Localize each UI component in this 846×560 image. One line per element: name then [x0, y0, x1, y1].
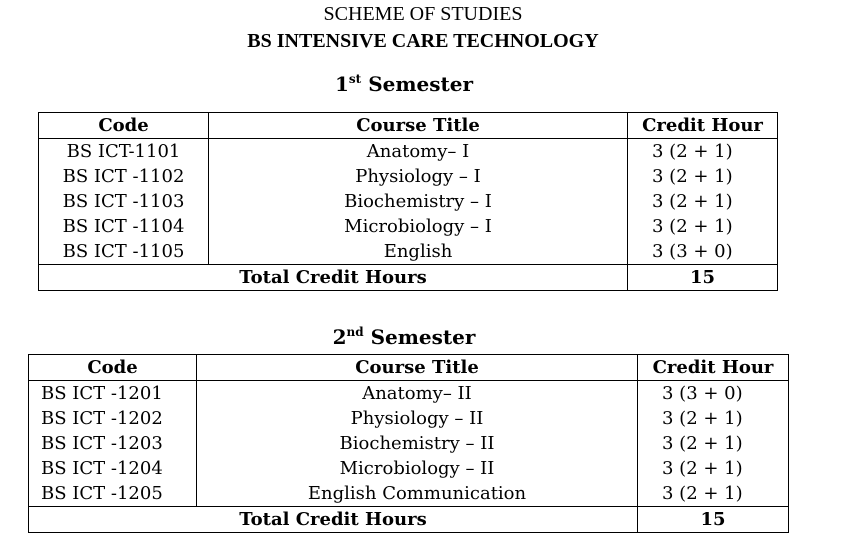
total-credit-label: Total Credit Hours: [29, 507, 638, 533]
total-credit-value: 15: [628, 265, 778, 291]
table-header-row: [29, 355, 789, 381]
credit-hour: 3 (2 + 1): [638, 456, 789, 481]
course-title: Anatomy– I: [209, 139, 628, 165]
table-row: [29, 406, 789, 431]
course-title: Physiology – I: [209, 164, 628, 189]
credit-hour: 3 (2 + 1): [638, 406, 789, 431]
semester-2-suffix: nd: [346, 325, 364, 339]
course-title: Microbiology – II: [197, 456, 638, 481]
total-row: [39, 265, 778, 291]
table-row: [39, 214, 778, 239]
table-row: [39, 189, 778, 214]
course-title: English: [209, 239, 628, 265]
scheme-heading: SCHEME OF STUDIES: [323, 3, 523, 25]
semester-2-number: 2: [332, 325, 347, 349]
column-header-code: Code: [29, 355, 197, 381]
column-header-credit-hour: Credit Hour: [628, 113, 778, 139]
credit-hour: 3 (2 + 1): [638, 481, 789, 507]
credit-hour: 3 (3 + 0): [628, 239, 778, 265]
course-title: Physiology – II: [197, 406, 638, 431]
total-row: [29, 507, 789, 533]
table-row: [29, 481, 789, 507]
table-row: [29, 431, 789, 456]
credit-hour: 3 (3 + 0): [638, 381, 789, 407]
semester-1-word: Semester: [368, 72, 474, 96]
course-code: BS ICT -1203: [29, 431, 197, 456]
semester-2-heading: [0, 325, 808, 349]
course-code: BS ICT -1205: [29, 481, 197, 507]
table-header-row: [39, 113, 778, 139]
table-row: [39, 164, 778, 189]
semester-1-suffix: st: [348, 72, 362, 86]
course-title: Microbiology – I: [209, 214, 628, 239]
course-title: Biochemistry – II: [197, 431, 638, 456]
semester-2-table: [28, 354, 789, 533]
course-code: BS ICT -1105: [39, 239, 209, 265]
column-header-code: Code: [39, 113, 209, 139]
credit-hour: 3 (2 + 1): [628, 189, 778, 214]
column-header-course-title: Course Title: [209, 113, 628, 139]
credit-hour: 3 (2 + 1): [628, 164, 778, 189]
program-heading: BS INTENSIVE CARE TECHNOLOGY: [247, 30, 599, 52]
course-code: BS ICT -1102: [39, 164, 209, 189]
semester-1-heading: [0, 72, 808, 96]
course-title: Anatomy– II: [197, 381, 638, 407]
column-header-course-title: Course Title: [197, 355, 638, 381]
course-code: BS ICT -1204: [29, 456, 197, 481]
credit-hour: 3 (2 + 1): [628, 139, 778, 165]
course-code: BS ICT -1103: [39, 189, 209, 214]
course-title: English Communication: [197, 481, 638, 507]
total-credit-label: Total Credit Hours: [39, 265, 628, 291]
course-code: BS ICT -1201: [29, 381, 197, 407]
column-header-credit-hour: Credit Hour: [638, 355, 789, 381]
course-code: BS ICT -1104: [39, 214, 209, 239]
table-row: [39, 239, 778, 265]
total-credit-value: 15: [638, 507, 789, 533]
table-row: [29, 381, 789, 407]
table-row: [29, 456, 789, 481]
credit-hour: 3 (2 + 1): [638, 431, 789, 456]
course-code: BS ICT-1101: [39, 139, 209, 165]
course-title: Biochemistry – I: [209, 189, 628, 214]
credit-hour: 3 (2 + 1): [628, 214, 778, 239]
course-code: BS ICT -1202: [29, 406, 197, 431]
table-row: [39, 139, 778, 165]
semester-1-table: [38, 112, 778, 291]
semester-1-number: 1: [334, 72, 349, 96]
semester-2-word: Semester: [370, 325, 476, 349]
